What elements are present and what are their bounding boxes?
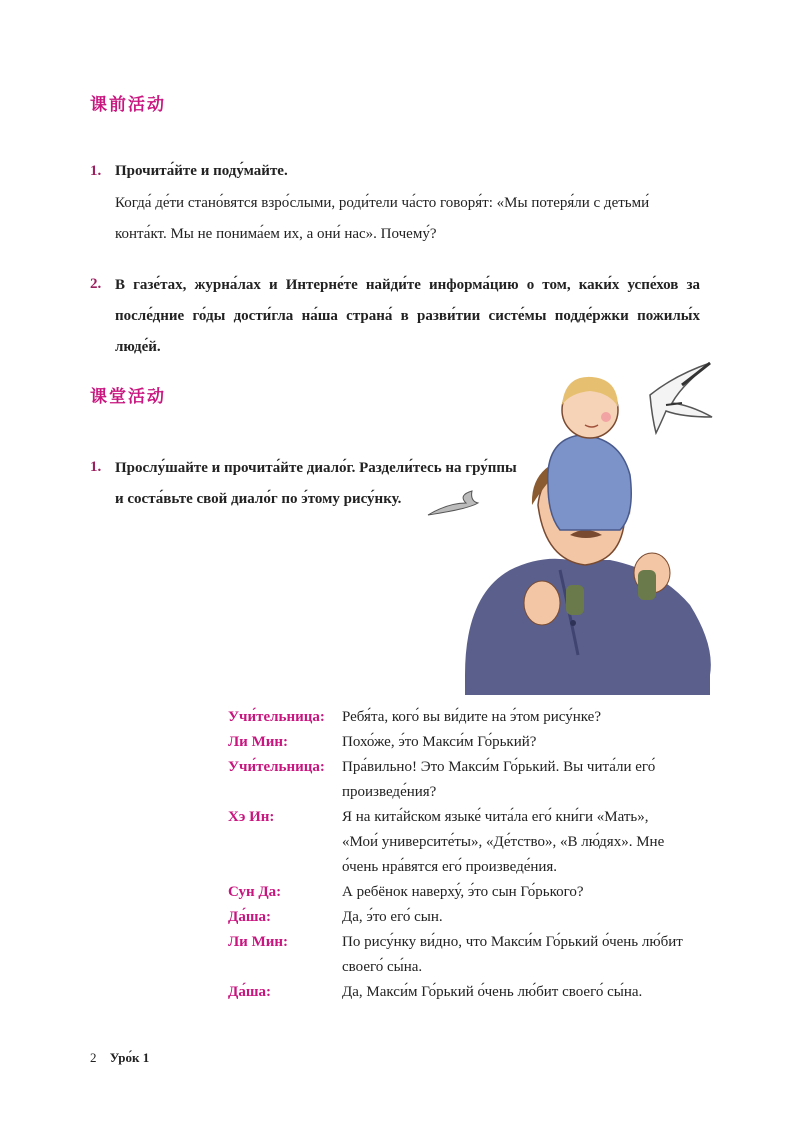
speaker-dasha: Да́ша:	[228, 984, 271, 1000]
task-2-text: В газе́тах, журна́лах и Интерне́те найди́те информа́цию о том, каки́х успе́хов за после́дние го́ды дости́гла на́ша страна́ в разви́тии систе́мы подде́ржки пожилы́х люде́й.	[115, 277, 700, 355]
task-heading-read-think: Прочита́йте и поду́майте.	[115, 163, 288, 179]
speaker-li-min: Ли Мин:	[228, 734, 289, 750]
task-paragraph	[115, 188, 649, 250]
dialogue-line: Ребя́та, кого́ вы ви́дите на э́том рису́нке?	[342, 709, 601, 725]
dialogue-line: о́чень нра́вятся его́ произведе́ния.	[342, 859, 558, 875]
dialogue-line: По рису́нку ви́дно, что Макси́м Го́рький о́чень лю́бит	[342, 934, 683, 950]
task-line-1: Прослу́шайте и прочита́йте диало́г. Раздели́тесь на гру́ппы	[115, 460, 517, 476]
dialogue-line: Пра́вильно! Это Макси́м Го́рький. Вы чита́ли его́	[342, 759, 656, 775]
section-title-pre-class: 课前活动	[90, 95, 166, 115]
dialogue-row	[228, 930, 708, 980]
dialogue-line: Я на кита́йском языке́ чита́ла его́ кни́ги «Мать»,	[342, 809, 649, 825]
dialogue	[228, 705, 708, 1005]
seagull-icon-small	[428, 491, 478, 515]
dialogue-line: «Мои́ университе́ты», «Де́тство», «В лю́дях». Мне	[342, 834, 665, 850]
gorky-with-son-illustration	[420, 355, 720, 695]
dialogue-line: Да, э́то его́ сын.	[342, 909, 443, 925]
dialogue-line: А ребёнок наверху́, э́то сын Го́рького?	[342, 884, 584, 900]
speaker-dasha: Да́ша:	[228, 909, 271, 925]
lesson-title: Уро́к 1	[109, 1050, 150, 1065]
seagull-icon	[650, 363, 712, 433]
speaker-teacher: Учи́тельница:	[228, 759, 325, 775]
dialogue-line: произведе́ния?	[342, 784, 437, 800]
speaker-li-min: Ли Мин:	[228, 934, 289, 950]
page-footer	[90, 1050, 149, 1066]
dialogue-row	[228, 980, 708, 1005]
dialogue-row	[228, 905, 708, 930]
dialogue-row	[228, 880, 708, 905]
dialogue-line: Похо́же, э́то Макси́м Го́рький?	[342, 734, 537, 750]
page-number: 2	[90, 1050, 97, 1065]
dialogue-line: своего́ сы́на.	[342, 959, 423, 975]
dialogue-row	[228, 805, 708, 880]
dialogue-row	[228, 755, 708, 805]
task-number-2: 2.	[90, 276, 102, 292]
speaker-he-in: Хэ Ин:	[228, 809, 275, 825]
dialogue-row	[228, 730, 708, 755]
speaker-teacher: Учи́тельница:	[228, 709, 325, 725]
dialogue-row	[228, 705, 708, 730]
dialogue-line: Да, Макси́м Го́рький о́чень лю́бит своего́ сы́на.	[342, 984, 643, 1000]
section-title-in-class: 课堂活动	[90, 387, 166, 407]
task-number-3: 1.	[90, 459, 102, 475]
task-number-1: 1.	[90, 163, 102, 179]
speaker-sun-da: Сун Да:	[228, 884, 282, 900]
paragraph-line-2: конта́кт. Мы не понима́ем их, а они́ нас». Почему́?	[115, 226, 437, 242]
task-line-2: и соста́вьте свой диало́г по э́тому рису́нку.	[115, 491, 402, 507]
paragraph-line-1: Когда́ де́ти стано́вятся взро́слыми, роди́тели ча́сто говоря́т: «Мы потеря́ли с детьми́	[115, 195, 650, 211]
